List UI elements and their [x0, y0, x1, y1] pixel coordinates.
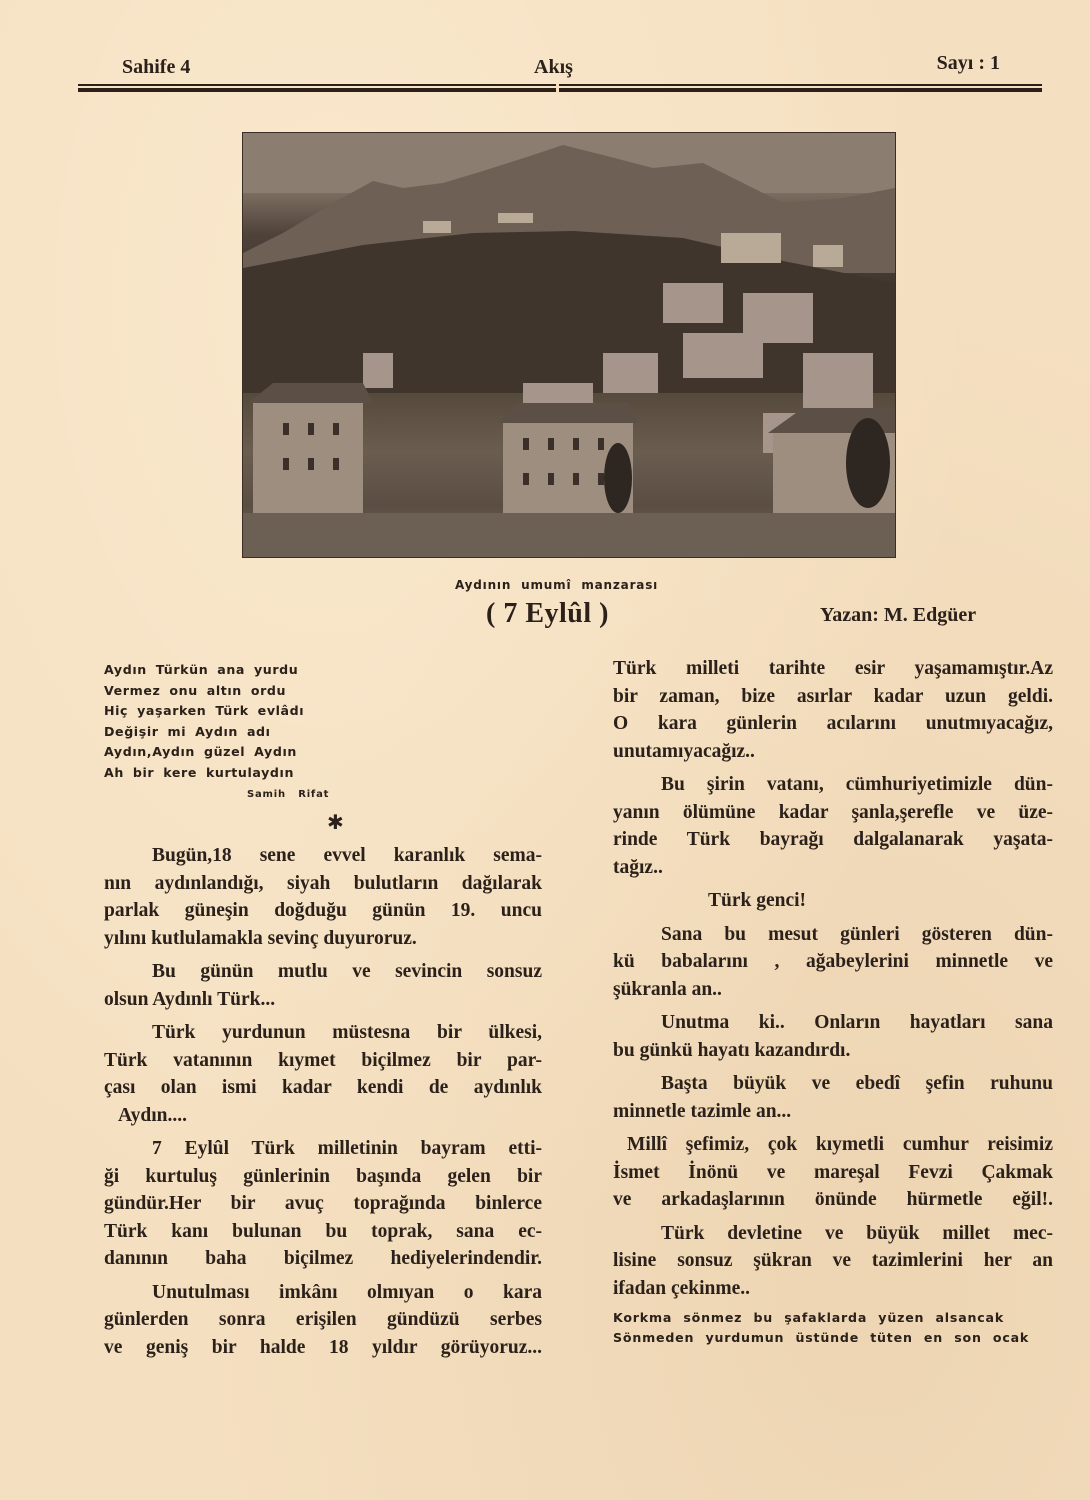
star-ornament-icon: ✱ [327, 810, 344, 834]
photo-caption: Aydının umumî manzarası [455, 578, 659, 592]
text-line: Türk genci! [708, 890, 807, 911]
paragraph [104, 958, 542, 1013]
verse-line: Korkma sönmez bu şafaklarda yüzen alsancak [613, 1310, 1005, 1325]
header-double-rule [78, 84, 1042, 93]
page-header [78, 52, 1042, 82]
paragraph [104, 1019, 542, 1129]
text-line: bu günkü hayatı kazandırdı. [613, 1039, 851, 1061]
text-line: ifadan çekinme.. [613, 1277, 751, 1299]
tree [846, 418, 890, 508]
issue-number: Sayı : 1 [936, 52, 1000, 74]
text-line: kü babalarını , ağabeylerini minnetle ve [613, 951, 1053, 972]
text-line: İsmet İnönü ve mareşal Fevzi Çakmak [613, 1161, 1053, 1183]
square [243, 513, 895, 557]
paragraph [613, 887, 1053, 915]
text-line: Bu günün mutlu ve sevincin sonsuz [152, 961, 542, 982]
left-column [104, 842, 542, 1367]
epigraph-poem [104, 660, 330, 800]
text-line: Millî şefimiz, çok kıymetli cumhur reisimiz [627, 1134, 1053, 1155]
text-line: O kara günlerin acılarını unutmıyacağız, [613, 713, 1053, 734]
article-byline: Yazan: M. Edgüer [820, 604, 977, 626]
text-line: şükranla an.. [613, 978, 722, 1000]
paragraph [613, 1220, 1053, 1303]
text-line: Bu şirin vatanı, cümhuriyetimizle dün- [661, 774, 1053, 795]
text-line: Türk yurdunun müstesna bir ülkesi, [152, 1022, 542, 1043]
town-panorama-photo [242, 132, 896, 558]
text-line: minnetle tazimle an... [613, 1100, 792, 1122]
poem-line: Aydın,Aydın güzel Aydın [104, 744, 297, 759]
poem-line: Hiç yaşarken Türk evlâdı [104, 703, 305, 718]
text-line: yılını kutlulamakla sevinç duyuroruz. [104, 927, 417, 949]
paragraph [613, 1070, 1053, 1125]
text-line: Unutma ki.. Onların hayatları sana [661, 1012, 1053, 1033]
paragraph [104, 842, 542, 952]
verse-line: Sönmeden yurdumun üstünde tüten en son ocak [613, 1329, 1030, 1345]
paragraph [613, 771, 1053, 881]
text-line: nın aydınlandığı, siyah bulutların dağılarak [104, 872, 542, 894]
article-title: ( 7 Eylûl ) [486, 598, 609, 629]
poem-author: Samih Rifat [247, 789, 330, 800]
rule-thick [78, 88, 1042, 92]
poem-line: Vermez onu altın ordu [104, 682, 287, 698]
text-line: Başta büyük ve ebedî şefin ruhunu [661, 1073, 1053, 1094]
right-column [613, 655, 1053, 1347]
text-line: çası olan ismi kadar kendi de aydınlık [104, 1077, 542, 1098]
photo-illustration [243, 133, 895, 557]
text-line: unutamıyacağız.. [613, 740, 755, 762]
text-line: Aydın.... [118, 1104, 187, 1126]
text-line: Türk kanı bulunan bu toprak, sana ec- [104, 1220, 542, 1242]
paragraph [613, 1009, 1053, 1064]
text-line: ği kurtuluş günlerinin başında gelen bir [104, 1165, 542, 1187]
text-line: yanın ölümüne kadar şanla,şerefle ve üze- [613, 801, 1053, 823]
text-line: ve geniş bir halde 18 yıldır görüyoruz... [104, 1336, 542, 1358]
paragraph [613, 655, 1053, 765]
rule-gap [556, 84, 559, 93]
text-line: Bugün,18 sene evvel karanlık sema- [152, 845, 542, 866]
paragraph [613, 921, 1053, 1004]
closing-verse [613, 1308, 1053, 1347]
rule-thin [78, 84, 1042, 86]
text-line: ve arkadaşlarının önünde hürmetle eğil!. [613, 1189, 1053, 1210]
text-line: Türk milleti tarihte esir yaşamamıştır.Az [613, 658, 1053, 679]
text-line: 7 Eylûl Türk milletinin bayram etti- [152, 1138, 542, 1159]
text-line: gündür.Her bir avuç toprağında binlerce [104, 1193, 542, 1214]
text-line: günlerden sonra erişilen gündüzü serbes [104, 1309, 542, 1330]
text-line: Türk devletine ve büyük millet mec- [661, 1222, 1053, 1244]
text-line: rinde Türk bayrağı dalgalanarak yaşata- [613, 829, 1053, 850]
paragraph [613, 1131, 1053, 1214]
text-line: lisine sonsuz şükran ve tazimlerini her an [613, 1250, 1053, 1271]
text-line: tağız.. [613, 856, 663, 878]
text-line: bir zaman, bize asırlar kadar uzun geldi. [613, 685, 1053, 707]
publication-title: Akış [534, 56, 573, 78]
poem-line: Ah bir kere kurtulaydın [104, 764, 295, 780]
page-number: Sahife 4 [122, 56, 191, 78]
paragraph [104, 1135, 542, 1273]
text-line: Türk vatanının kıymet biçilmez bir par- [104, 1049, 542, 1071]
text-line: parlak güneşin doğduğu günün 19. uncu [104, 900, 542, 921]
poem-line: Aydın Türkün ana yurdu [104, 662, 299, 677]
paragraph [104, 1279, 542, 1362]
text-line: olsun Aydınlı Türk... [104, 988, 276, 1010]
text-line: Unutulması imkânı olmıyan o kara [152, 1281, 542, 1303]
poem-line: Değişir mi Aydın adı [104, 723, 271, 739]
cypress-tree [604, 443, 632, 513]
text-line: Sana bu mesut günleri gösteren dün- [661, 923, 1053, 945]
text-line: danının baha biçilmez hediyelerindendir. [104, 1248, 542, 1269]
